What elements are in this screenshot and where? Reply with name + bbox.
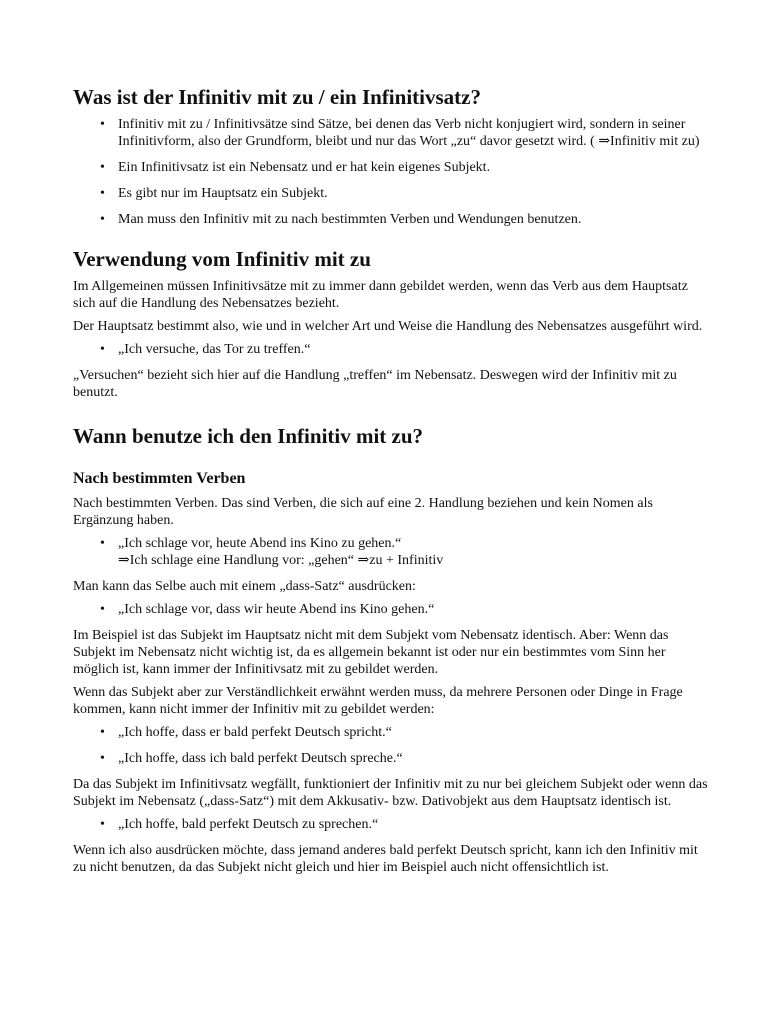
example-explanation: ⇒Ich schlage eine Handlung vor: „gehen“ ⇒zu + Infinitiv: [118, 553, 444, 568]
paragraph: Nach bestimmten Verben. Das sind Verben, die sich auf eine 2. Handlung beziehen und kein Nomen als Ergänzung haben.: [73, 496, 653, 528]
paragraph: Im Beispiel ist das Subjekt im Hauptsatz nicht mit dem Subjekt vom Nebensatz identisch. Aber: Wenn das Subjekt im Nebensatz nicht wichtig ist, da es allgemein bekannt ist oder nur ein bestimmtes vom Sinn her möglich ist, kann immer der Infinitivsatz mit zu gebildet werden.: [73, 628, 669, 677]
paragraph: „Versuchen“ bezieht sich hier auf die Handlung „treffen“ im Nebensatz. Deswegen wird der Infinitiv mit zu benutzt.: [73, 368, 677, 400]
list-item: • Man muss den Infinitiv mit zu nach bestimmten Verben und Wendungen benutzen.: [73, 211, 713, 228]
section-title-usage: Verwendung vom Infinitiv mit zu: [73, 247, 371, 271]
document-page: [73, 84, 713, 882]
list-item: [73, 535, 713, 569]
example-list: [73, 535, 713, 569]
list-item: • Infinitiv mit zu / Infinitivsätze sind Sätze, bei denen das Verb nicht konjugiert wird, sondern in seiner Infinitivform, also der Grundform, bleibt und nur das Wort „zu“ davor gesetzt wird. ( ⇒Infinitiv mit zu): [73, 116, 713, 150]
list-item: • Ein Infinitivsatz ist ein Nebensatz und er hat kein eigenes Subjekt.: [73, 159, 713, 176]
section-title-when: Wann benutze ich den Infinitiv mit zu?: [73, 424, 424, 448]
list-item: • „Ich versuche, das Tor zu treffen.“: [73, 341, 713, 358]
example-list: [73, 816, 713, 833]
example-list: [73, 724, 713, 767]
paragraph: Man kann das Selbe auch mit einem „dass-Satz“ ausdrücken:: [73, 579, 416, 594]
example-sentence: • „Ich schlage vor, heute Abend ins Kino zu gehen.“: [118, 536, 402, 551]
paragraph: Der Hauptsatz bestimmt also, wie und in welcher Art und Weise die Handlung des Nebensatzes ausgeführt wird.: [73, 319, 703, 334]
list-item: • „Ich schlage vor, dass wir heute Abend ins Kino gehen.“: [73, 601, 713, 618]
paragraph: Wenn das Subjekt aber zur Verständlichkeit erwähnt werden muss, da mehrere Personen oder Dinge in Frage kommen, kann nicht immer der Infinitiv mit zu gebildet werden:: [73, 685, 683, 717]
list-item: • „Ich hoffe, dass ich bald perfekt Deutsch spreche.“: [73, 750, 713, 767]
list-item: • „Ich hoffe, dass er bald perfekt Deutsch spricht.“: [73, 724, 713, 741]
example-list: [73, 601, 713, 618]
paragraph: Im Allgemeinen müssen Infinitivsätze mit zu immer dann gebildet werden, wenn das Verb aus dem Hauptsatz sich auf die Handlung des Nebensatzes bezieht.: [73, 279, 688, 311]
list-item: • Es gibt nur im Hauptsatz ein Subjekt.: [73, 185, 713, 202]
definition-list: [73, 116, 713, 228]
section-title-what-is: Was ist der Infinitiv mit zu / ein Infinitivsatz?: [73, 85, 481, 109]
list-item: • „Ich hoffe, bald perfekt Deutsch zu sprechen.“: [73, 816, 713, 833]
paragraph: Da das Subjekt im Infinitivsatz wegfällt, funktioniert der Infinitiv mit zu nur bei gleichem Subjekt oder wenn das Subjekt im Nebensatz („dass-Satz“) mit dem Akkusativ- bzw. Dativobjekt aus dem Hauptsatz identisch ist.: [73, 777, 708, 809]
example-list: [73, 341, 713, 358]
paragraph: Wenn ich also ausdrücken möchte, dass jemand anderes bald perfekt Deutsch spricht, kann ich den Infinitiv mit zu nicht benutzen, da das Subjekt nicht gleich und hier im Beispiel auch nicht offensichtlich ist.: [73, 843, 698, 875]
subsection-title: Nach bestimmten Verben: [73, 470, 246, 487]
